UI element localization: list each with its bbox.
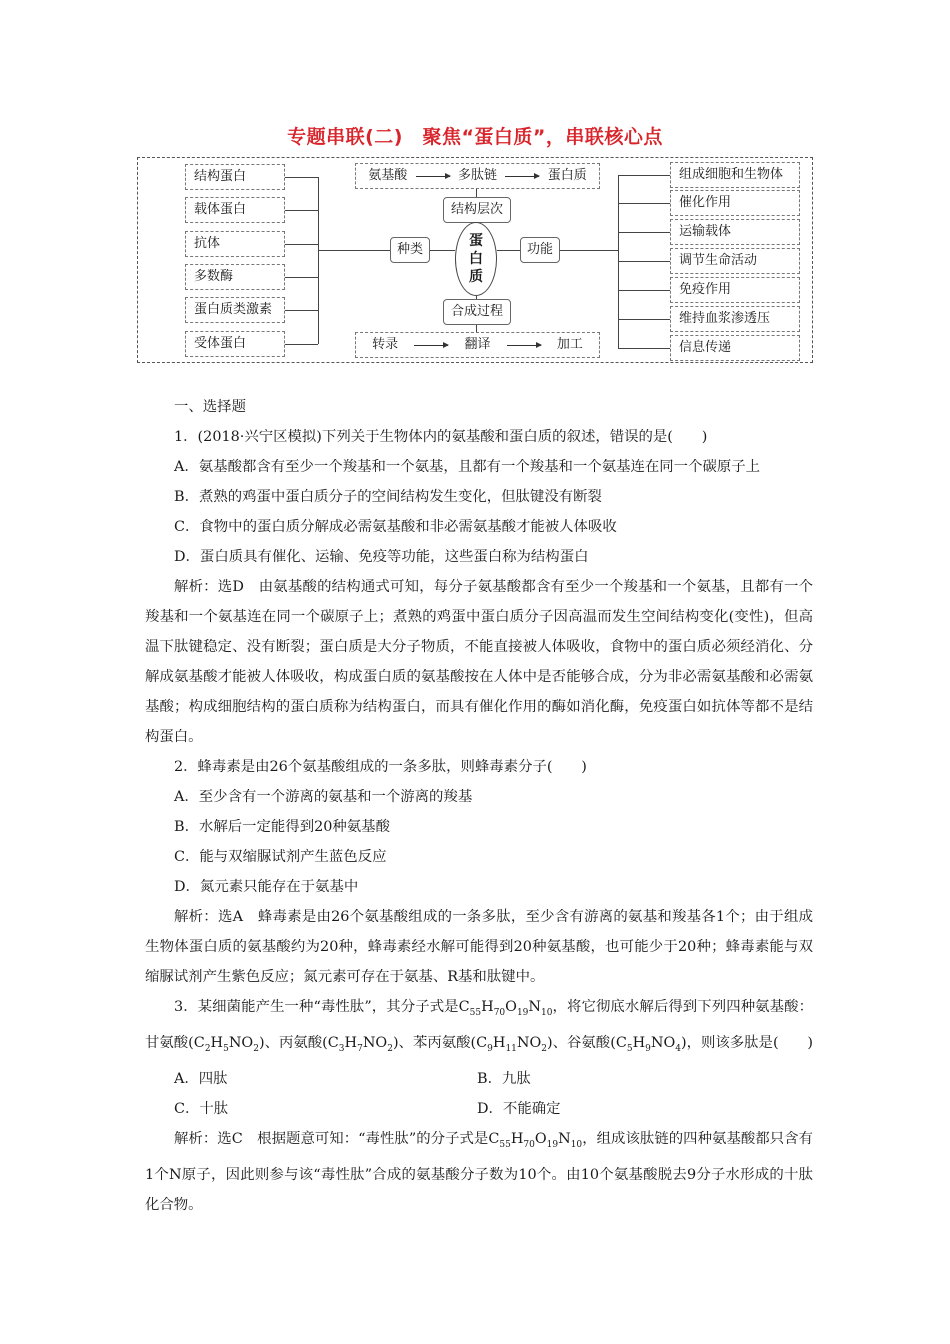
page-title: 专题串联(二) 聚焦“蛋白质”，串联核心点 — [287, 126, 663, 148]
top-flow — [355, 163, 600, 189]
arrow-right-icon — [414, 345, 448, 346]
options-row — [145, 1064, 813, 1094]
analysis: 解析：选A 蜂毒素是由26个氨基酸组成的一条多肽，至少含有游离的氨基和羧基各1个；由于组成生物体蛋白质的氨基酸约为20种，蜂毒素经水解可能得到20种氨基酸，也可能少于20种；蜂毒素能与双缩脲试剂产生紫色反应；氮元素可存在于氨基、R基和肽键中。 — [145, 909, 813, 985]
right-item: 维持血浆渗透压 — [670, 306, 800, 332]
option: D．蛋白质具有催化、运输、免疫等功能，这些蛋白称为结构蛋白 — [174, 549, 589, 565]
left-item: 多数酶 — [185, 264, 285, 290]
formula: $C_5H_9NO_4$ — [615, 1034, 681, 1054]
left-bracket-vertical — [318, 177, 319, 344]
section-heading: 一、选择题 — [174, 399, 246, 415]
option: A．至少含有一个游离的氨基和一个游离的羧基 — [174, 789, 473, 805]
arrow-right-icon — [505, 176, 539, 177]
formula: $C_2H_5NO_2$ — [193, 1034, 259, 1054]
right-item: 组成细胞和生物体 — [670, 162, 800, 188]
node-structure-levels: 结构层次 — [443, 197, 511, 223]
right-item: 调节生命活动 — [670, 248, 800, 274]
arrow-right-icon — [507, 345, 541, 346]
flow-step: 氨基酸 — [368, 168, 408, 183]
option: D．不能确定 — [477, 1100, 561, 1117]
node-synthesis: 合成过程 — [443, 299, 511, 325]
right-item: 运输载体 — [670, 219, 800, 245]
formula: $C_{55}H_{70}O_{19}N_{10}$ — [458, 999, 553, 1018]
protein-center-node: 蛋 白 质 — [455, 222, 497, 296]
right-bracket-vertical — [618, 175, 619, 349]
left-item: 抗体 — [185, 231, 285, 257]
node-kinds: 种类 — [390, 237, 430, 263]
option: D．氮元素只能存在于氨基中 — [174, 879, 359, 895]
flow-step: 转录 — [372, 337, 399, 352]
options-row — [145, 1094, 813, 1124]
node-function: 功能 — [520, 237, 560, 263]
question-2-stem: 2．蜂毒素是由26个氨基酸组成的一条多肽，则蜂毒素分子( ) — [174, 759, 587, 775]
formula: $C_{55}H_{70}O_{19}N_{10}$ — [488, 1130, 583, 1150]
formula: $C_9H_{11}NO_2$ — [476, 1034, 548, 1054]
option: C．十肽 — [174, 1100, 229, 1117]
option: A．氨基酸都含有至少一个羧基和一个氨基，且都有一个羧基和一个氨基连在同一个碳原子上 — [174, 459, 761, 475]
analysis: 解析：选C 根据题意可知：“毒性肽”的分子式是$C_{55}H_{70}O_{19}N_{10}$，组成该肽链的四种氨基酸都只含有1个N原子，因此则参与该“毒性肽”合成的氨基酸分子数为10个。由10个氨基酸脱去9分子水形成的十肽化合物。 — [145, 1130, 813, 1213]
left-item: 结构蛋白 — [185, 164, 285, 190]
bottom-flow — [355, 332, 600, 358]
option: B．水解后一定能得到20种氨基酸 — [174, 819, 390, 835]
flow-step: 多肽链 — [457, 168, 497, 183]
left-item: 受体蛋白 — [185, 331, 285, 357]
option: B．煮熟的鸡蛋中蛋白质分子的空间结构发生变化，但肽键没有断裂 — [174, 489, 602, 505]
option: A．四肽 — [174, 1070, 228, 1087]
flow-step: 蛋白质 — [547, 168, 587, 183]
question-content — [145, 392, 813, 1220]
left-item: 载体蛋白 — [185, 197, 285, 223]
question-1-stem: 1．(2018·兴宁区模拟)下列关于生物体内的氨基酸和蛋白质的叙述，错误的是( ) — [174, 429, 708, 445]
flow-step: 加工 — [556, 337, 583, 352]
right-item: 免疫作用 — [670, 277, 800, 303]
option: B．九肽 — [477, 1070, 531, 1087]
formula: $C_3H_7NO_2$ — [327, 1034, 393, 1054]
analysis: 解析：选D 由氨基酸的结构通式可知，每分子氨基酸都含有至少一个羧基和一个氨基，且都有一个羧基和一个氨基连在同一个碳原子上；煮熟的鸡蛋中蛋白质分子因高温而发生空间结构变化(变性)，但高温下肽键稳定、没有断裂；蛋白质是大分子物质，不能直接被人体吸收，食物中的蛋白质必须经消化、分解成氨基酸才能被人体吸收，构成蛋白质的氨基酸按在人体中是否能够合成，分为非必需氨基酸和必需氨基酸；构成细胞结构的蛋白质称为结构蛋白，而具有催化作用的酶如消化酶，免疫蛋白如抗体等都不是结构蛋白。 — [145, 579, 813, 745]
left-item: 蛋白质类激素 — [185, 297, 285, 323]
right-item: 信息传递 — [670, 335, 800, 361]
option: C．能与双缩脲试剂产生蓝色反应 — [174, 849, 387, 865]
question-3-stem: 3．某细菌能产生一种“毒性肽”，其分子式是$C_{55}H_{70}O_{19}N_{10}$，将它彻底水解后得到下列四种氨基酸：甘氨酸$(C_2H_5NO_2)$、丙氨酸$(C_3H_7NO_2)$、苯丙氨酸$(C_9H_{11}NO_2)$、谷氨酸$(C_5H_9NO_4)$，则该多肽是( ) — [145, 999, 813, 1054]
option: C．食物中的蛋白质分解成必需氨基酸和非必需氨基酸才能被人体吸收 — [174, 519, 617, 535]
arrow-right-icon — [416, 176, 450, 177]
right-item: 催化作用 — [670, 190, 800, 216]
flow-step: 翻译 — [464, 337, 491, 352]
